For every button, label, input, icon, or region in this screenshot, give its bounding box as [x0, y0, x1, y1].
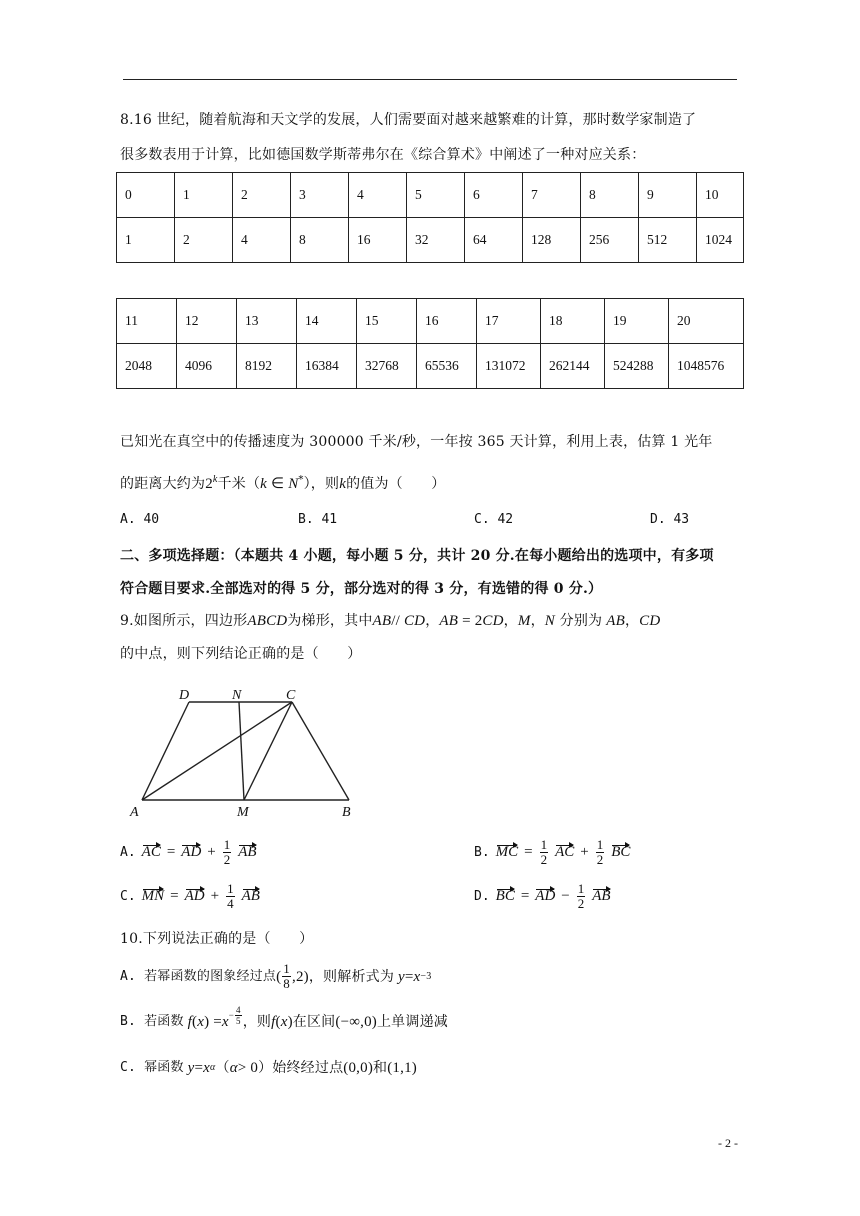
table-cell: 9: [639, 173, 697, 218]
table-cell: 131072: [477, 344, 541, 389]
math-2-pow-k: 2$^k$: [205, 474, 218, 492]
table-cell: 1048576: [669, 344, 744, 389]
table-cell: 256: [581, 218, 639, 263]
q10-option-b: B. 若函数 f ( x ) = x − $\frac{4}{5}$ ，则 f ( x ) 在区间 (−∞,0) 上单调递减: [120, 1004, 448, 1030]
header-rule: [123, 79, 737, 80]
q9-option-d: D. BC = AD − $\frac{1}{2}$ AB: [474, 881, 611, 911]
label-m: M: [237, 805, 249, 820]
table-cell: 5: [407, 173, 465, 218]
table-cell: 14: [297, 299, 357, 344]
table-cell: 13: [237, 299, 297, 344]
table-cell: 2: [233, 173, 291, 218]
section2-heading-line1: 二、多项选择题：（本题共 4 小题，每小题 5 分，共计 20 分.在每小题给出的选项中，有多项: [120, 548, 714, 564]
q8-text2: 的距离大约为2$^k$千米（k ∈ N*），则k的值为（ ）: [120, 474, 446, 492]
table-cell: 8192: [237, 344, 297, 389]
math-k-in-n: k: [260, 476, 268, 492]
segment-cb: [292, 702, 349, 800]
power-table-2: [116, 298, 744, 389]
page-number: - 2 -: [718, 1136, 738, 1150]
table-row: [117, 218, 744, 263]
q10-stem: 10.下列说法正确的是（ ）: [120, 931, 314, 947]
table-cell: 12: [177, 299, 237, 344]
table-cell: 3: [291, 173, 349, 218]
q8-option-c: C. 42: [474, 512, 514, 527]
q8-option-a: A. 40: [120, 512, 160, 527]
power-table-1: [116, 172, 744, 263]
table-cell: 8: [581, 173, 639, 218]
q8-option-b: B. 41: [298, 512, 338, 527]
table-cell: 262144: [541, 344, 605, 389]
table-cell: 1: [117, 218, 175, 263]
label-c: C: [286, 688, 296, 703]
table-cell: 0: [117, 173, 175, 218]
table-cell: 128: [523, 218, 581, 263]
q8-line1: 8.16 世纪，随着航海和天文学的发展，人们需要面对越来越繁难的计算，那时数学家制造了: [120, 112, 697, 128]
q9-line2: 的中点，则下列结论正确的是（ ）: [120, 646, 362, 662]
segment-mc: [244, 702, 292, 800]
table-cell: 11: [117, 299, 177, 344]
table-cell: 7: [523, 173, 581, 218]
q10-option-a: A. 若幂函数的图象经过点 ( $\frac{1}{8}$ ,2) ，则解析式为 y = x −3: [120, 961, 432, 991]
table-cell: 20: [669, 299, 744, 344]
table-cell: 4: [349, 173, 407, 218]
segment-ac: [142, 702, 292, 800]
table-cell: 19: [605, 299, 669, 344]
table-cell: 15: [357, 299, 417, 344]
label-n: N: [232, 688, 242, 703]
q9-line1: 9.如图所示，四边形ABCD为梯形，其中AB// CD，AB = 2CD，M，N 分别为 AB，CD: [120, 613, 661, 629]
label-d: D: [179, 688, 190, 703]
table-cell: 1: [175, 173, 233, 218]
table-cell: 524288: [605, 344, 669, 389]
q8-line2: 很多数表用于计算，比如德国数学斯蒂弗尔在《综合算术》中阐述了一种对应关系：: [120, 147, 646, 163]
table-row: [117, 299, 744, 344]
table-cell: 512: [639, 218, 697, 263]
label-a: A: [130, 805, 139, 820]
table-cell: 65536: [417, 344, 477, 389]
q9-option-a: A. AC = AD + $\frac{1}{2}$ AB: [120, 837, 257, 867]
table-cell: 2048: [117, 344, 177, 389]
table-cell: 2: [175, 218, 233, 263]
q9-option-c: C. MN = AD + $\frac{1}{4}$ AB: [120, 881, 260, 911]
q10-option-c: C. 幂函数 y = x α （ α > 0 ）始终经过点 (0,0) 和 (1,1): [120, 1060, 417, 1076]
q8-text1: 已知光在真空中的传播速度为 300000 千米/秒，一年按 365 天计算，利用上表，估算 1 光年: [120, 434, 713, 450]
segment-nm: [239, 702, 244, 800]
table-row: [117, 173, 744, 218]
table-cell: 4096: [177, 344, 237, 389]
trapezoid-figure: [122, 682, 362, 822]
q8-option-d: D. 43: [650, 512, 690, 527]
label-b: B: [342, 805, 351, 820]
table-cell: 16: [417, 299, 477, 344]
table-cell: 32: [407, 218, 465, 263]
table-cell: 16: [349, 218, 407, 263]
math-k: k: [339, 476, 347, 492]
table-cell: 32768: [357, 344, 417, 389]
table-cell: 64: [465, 218, 523, 263]
table-cell: 16384: [297, 344, 357, 389]
q9-option-b: B. MC = $\frac{1}{2}$ AC + $\frac{1}{2}$ BC: [474, 837, 631, 867]
table-row: [117, 344, 744, 389]
table-cell: 17: [477, 299, 541, 344]
table-cell: 6: [465, 173, 523, 218]
table-cell: 10: [697, 173, 744, 218]
table-cell: 8: [291, 218, 349, 263]
section2-heading-line2: 符合题目要求.全部选对的得 5 分，部分选对的得 3 分，有选错的得 0 分.）: [120, 581, 603, 597]
table-cell: 4: [233, 218, 291, 263]
table-cell: 1024: [697, 218, 744, 263]
table-cell: 18: [541, 299, 605, 344]
